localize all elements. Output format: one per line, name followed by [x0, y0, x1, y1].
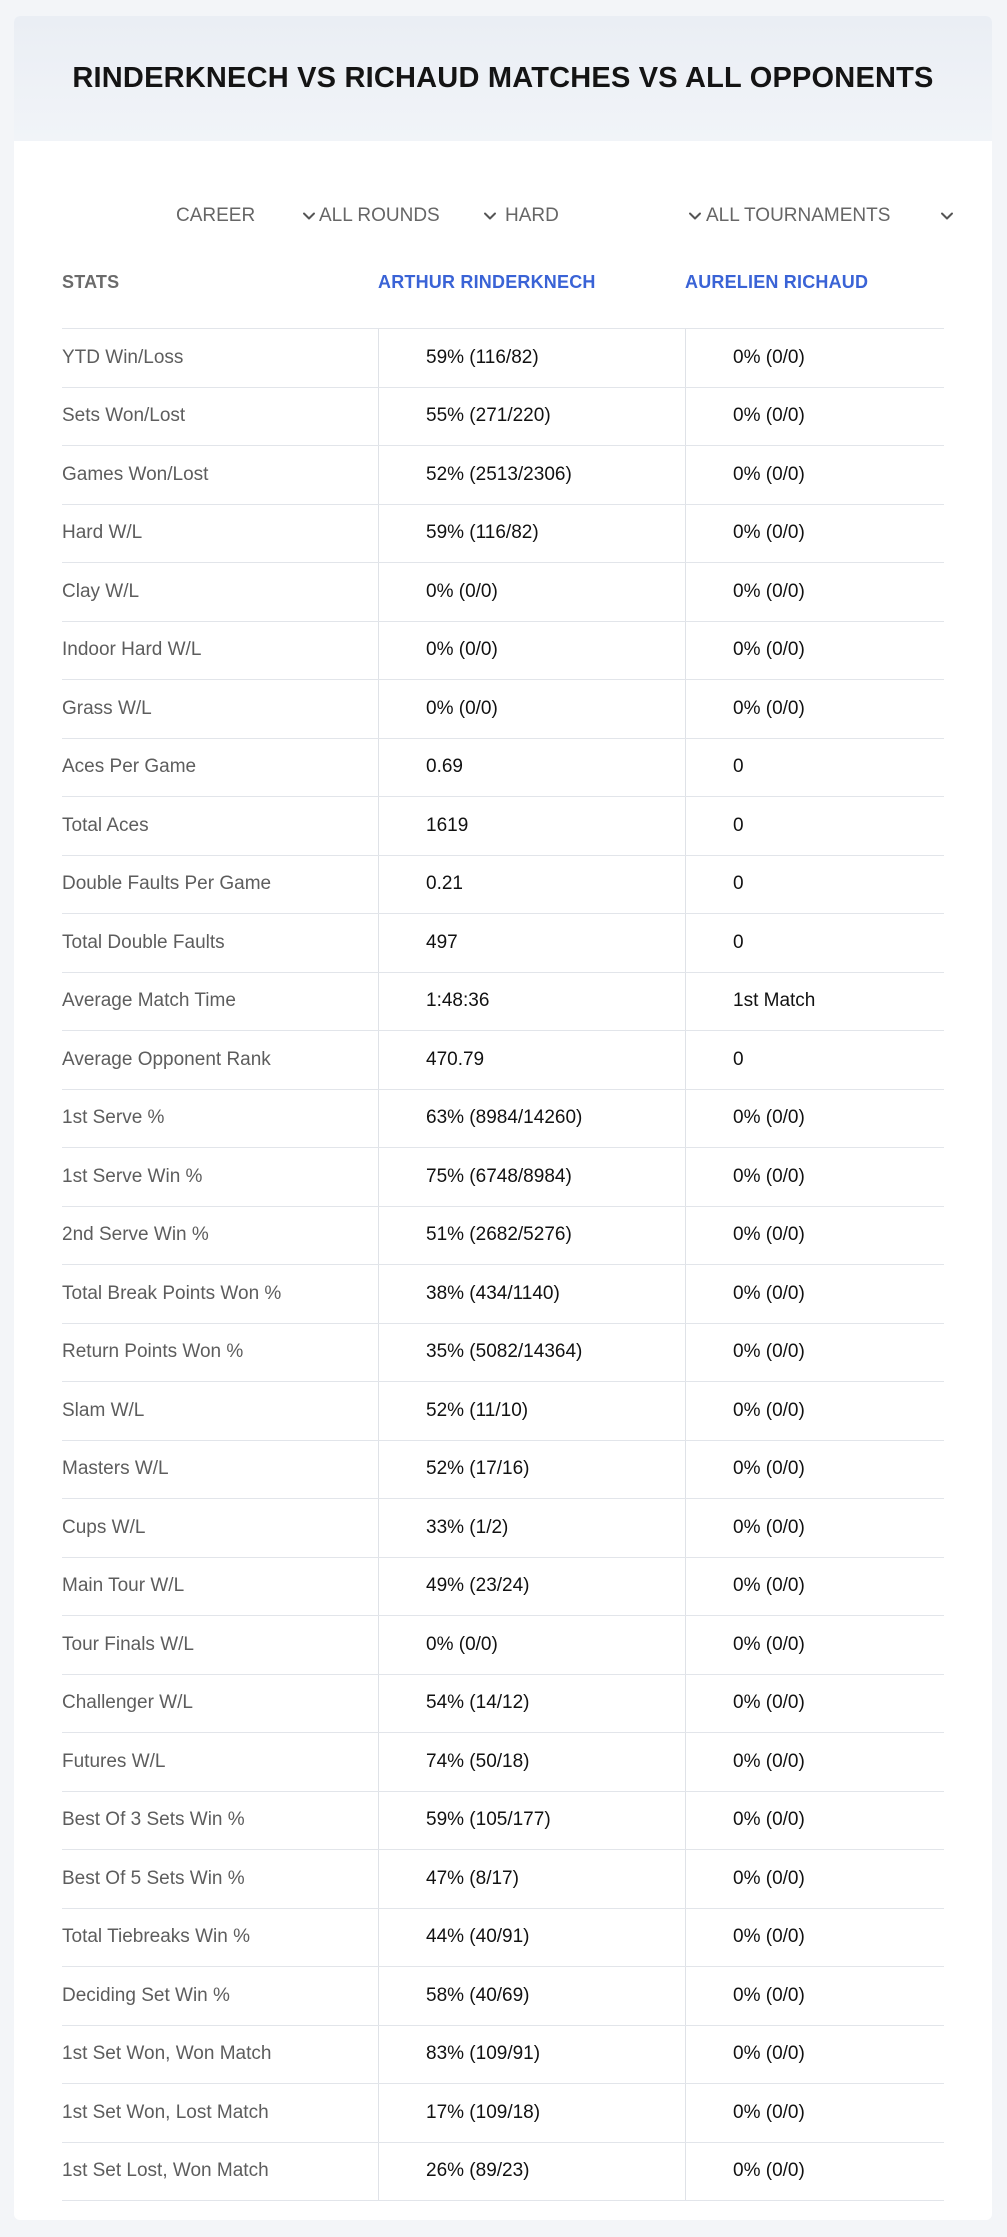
player1-value: 51% (2682/5276) — [378, 1207, 685, 1265]
player2-value: 0% (0/0) — [685, 2026, 944, 2084]
tournament-select-value: ALL TOURNAMENTS — [706, 205, 891, 226]
chevron-down-icon — [686, 207, 704, 225]
player1-value: 0% (0/0) — [378, 1616, 685, 1674]
player2-value: 0% (0/0) — [685, 2143, 944, 2201]
player1-value: 59% (116/82) — [378, 505, 685, 563]
player1-value: 0% (0/0) — [378, 622, 685, 680]
stat-label: Indoor Hard W/L — [62, 639, 202, 661]
player2-value: 0% (0/0) — [685, 1382, 944, 1440]
filters-bar — [14, 188, 992, 252]
stat-label: Best Of 3 Sets Win % — [62, 1809, 245, 1831]
period-select-value: CAREER — [176, 205, 256, 226]
player2-value: 0% (0/0) — [685, 1441, 944, 1499]
stat-label: Main Tour W/L — [62, 1575, 185, 1597]
player1-value: 52% (17/16) — [378, 1441, 685, 1499]
player1-value: 26% (89/23) — [378, 2143, 685, 2201]
surface-select[interactable] — [505, 198, 704, 234]
player1-value: 33% (1/2) — [378, 1499, 685, 1557]
chevron-down-icon — [481, 207, 499, 225]
table-row — [62, 1499, 944, 1558]
table-row — [62, 1265, 944, 1324]
stat-label: Average Opponent Rank — [62, 1048, 271, 1070]
table-header — [62, 252, 944, 328]
stat-label: YTD Win/Loss — [62, 346, 184, 368]
player2-value: 1st Match — [685, 973, 944, 1031]
table-row — [62, 1733, 944, 1792]
stat-label: Deciding Set Win % — [62, 1984, 230, 2006]
player1-value: 0.69 — [378, 739, 685, 797]
chevron-down-icon — [938, 207, 956, 225]
player1-value: 52% (11/10) — [378, 1382, 685, 1440]
table-row — [62, 1207, 944, 1266]
player1-value: 49% (23/24) — [378, 1558, 685, 1616]
player2-value: 0% (0/0) — [685, 1967, 944, 2025]
player1-value: 59% (105/177) — [378, 1792, 685, 1850]
player1-value: 497 — [378, 914, 685, 972]
stat-label: Total Break Points Won % — [62, 1282, 282, 1304]
stat-label: Cups W/L — [62, 1516, 146, 1538]
stat-label: Tour Finals W/L — [62, 1633, 194, 1655]
tournament-select[interactable] — [706, 198, 956, 234]
player1-value: 74% (50/18) — [378, 1733, 685, 1791]
stat-label: Challenger W/L — [62, 1692, 193, 1714]
player2-value: 0 — [685, 797, 944, 855]
player1-value: 59% (116/82) — [378, 329, 685, 387]
player1-value: 52% (2513/2306) — [378, 446, 685, 504]
column-header-player1[interactable]: ARTHUR RINDERKNECH — [378, 272, 596, 292]
stat-label: Masters W/L — [62, 1458, 169, 1480]
table-row — [62, 1675, 944, 1734]
round-select[interactable] — [319, 198, 499, 234]
player1-value: 0% (0/0) — [378, 563, 685, 621]
stat-label: Total Tiebreaks Win % — [62, 1926, 250, 1948]
table-row — [62, 856, 944, 915]
player2-value: 0% (0/0) — [685, 622, 944, 680]
table-row — [62, 1967, 944, 2026]
player2-value: 0% (0/0) — [685, 680, 944, 738]
table-row — [62, 1616, 944, 1675]
player2-value: 0 — [685, 856, 944, 914]
player1-value: 35% (5082/14364) — [378, 1324, 685, 1382]
player1-value: 0% (0/0) — [378, 680, 685, 738]
table-row — [62, 2084, 944, 2143]
stat-label: Games Won/Lost — [62, 463, 209, 485]
player2-value: 0% (0/0) — [685, 1850, 944, 1908]
stat-label: Best Of 5 Sets Win % — [62, 1867, 245, 1889]
stat-label: Double Faults Per Game — [62, 873, 272, 895]
player1-value: 75% (6748/8984) — [378, 1148, 685, 1206]
stat-label: 2nd Serve Win % — [62, 1224, 209, 1246]
stat-label: Clay W/L — [62, 580, 140, 602]
stats-card — [14, 16, 992, 2220]
page-title: RINDERKNECH VS RICHAUD MATCHES VS ALL OPPONENTS — [72, 62, 934, 94]
table-row — [62, 1558, 944, 1617]
player2-value: 0% (0/0) — [685, 1499, 944, 1557]
player1-value: 63% (8984/14260) — [378, 1090, 685, 1148]
table-row — [62, 2143, 944, 2202]
player2-value: 0% (0/0) — [685, 1792, 944, 1850]
table-row — [62, 1324, 944, 1383]
player1-value: 47% (8/17) — [378, 1850, 685, 1908]
stat-label: 1st Serve % — [62, 1107, 165, 1129]
player2-value: 0% (0/0) — [685, 329, 944, 387]
table-row — [62, 446, 944, 505]
stat-label: Sets Won/Lost — [62, 405, 186, 427]
stat-label: Futures W/L — [62, 1750, 166, 1772]
stat-label: Grass W/L — [62, 697, 152, 719]
player1-value: 17% (109/18) — [378, 2084, 685, 2142]
table-row — [62, 1792, 944, 1851]
stat-label: Aces Per Game — [62, 756, 197, 778]
stat-label: Total Double Faults — [62, 931, 225, 953]
player2-value: 0% (0/0) — [685, 1558, 944, 1616]
surface-select-value: HARD — [505, 205, 559, 226]
player1-value: 54% (14/12) — [378, 1675, 685, 1733]
player2-value: 0% (0/0) — [685, 1675, 944, 1733]
table-row — [62, 739, 944, 798]
table-row — [62, 622, 944, 681]
table-row — [62, 973, 944, 1032]
stat-label: Hard W/L — [62, 522, 143, 544]
stat-label: 1st Serve Win % — [62, 1165, 203, 1187]
player2-value: 0% (0/0) — [685, 388, 944, 446]
player2-value: 0% (0/0) — [685, 505, 944, 563]
player2-value: 0 — [685, 739, 944, 797]
period-select[interactable] — [176, 198, 318, 234]
table-row — [62, 1148, 944, 1207]
player2-value: 0% (0/0) — [685, 1148, 944, 1206]
table-row — [62, 797, 944, 856]
player2-value: 0% (0/0) — [685, 1265, 944, 1323]
table-row — [62, 1850, 944, 1909]
player1-value: 470.79 — [378, 1031, 685, 1089]
round-select-value: ALL ROUNDS — [319, 205, 440, 226]
table-row — [62, 505, 944, 564]
stat-label: 1st Set Won, Lost Match — [62, 2101, 269, 2123]
table-row — [62, 680, 944, 739]
stat-label: Return Points Won % — [62, 1341, 244, 1363]
stat-label: 1st Set Lost, Won Match — [62, 2160, 269, 2182]
column-header-player2[interactable]: AURELIEN RICHAUD — [685, 272, 869, 292]
stats-table-body — [62, 328, 944, 2201]
table-row — [62, 1382, 944, 1441]
table-row — [62, 2026, 944, 2085]
player1-value: 0.21 — [378, 856, 685, 914]
table-row — [62, 1441, 944, 1500]
player2-value: 0% (0/0) — [685, 1207, 944, 1265]
stat-label: Total Aces — [62, 814, 149, 836]
column-header-stats: STATS — [62, 272, 120, 292]
player2-value: 0% (0/0) — [685, 1616, 944, 1674]
player1-value: 55% (271/220) — [378, 388, 685, 446]
player2-value: 0 — [685, 914, 944, 972]
player1-value: 83% (109/91) — [378, 2026, 685, 2084]
player2-value: 0% (0/0) — [685, 1090, 944, 1148]
player2-value: 0% (0/0) — [685, 1909, 944, 1967]
table-row — [62, 1909, 944, 1968]
player1-value: 58% (40/69) — [378, 1967, 685, 2025]
player2-value: 0% (0/0) — [685, 563, 944, 621]
player2-value: 0% (0/0) — [685, 1733, 944, 1791]
stat-label: Slam W/L — [62, 1399, 145, 1421]
player1-value: 1619 — [378, 797, 685, 855]
card-header — [14, 16, 992, 141]
table-row — [62, 1031, 944, 1090]
player2-value: 0 — [685, 1031, 944, 1089]
stat-label: Average Match Time — [62, 990, 236, 1012]
player1-value: 44% (40/91) — [378, 1909, 685, 1967]
table-row — [62, 563, 944, 622]
player2-value: 0% (0/0) — [685, 1324, 944, 1382]
player1-value: 1:48:36 — [378, 973, 685, 1031]
player1-value: 38% (434/1140) — [378, 1265, 685, 1323]
table-row — [62, 914, 944, 973]
table-row — [62, 388, 944, 447]
stat-label: 1st Set Won, Won Match — [62, 2043, 272, 2065]
table-row — [62, 329, 944, 388]
player2-value: 0% (0/0) — [685, 446, 944, 504]
player2-value: 0% (0/0) — [685, 2084, 944, 2142]
table-row — [62, 1090, 944, 1149]
chevron-down-icon — [300, 207, 318, 225]
